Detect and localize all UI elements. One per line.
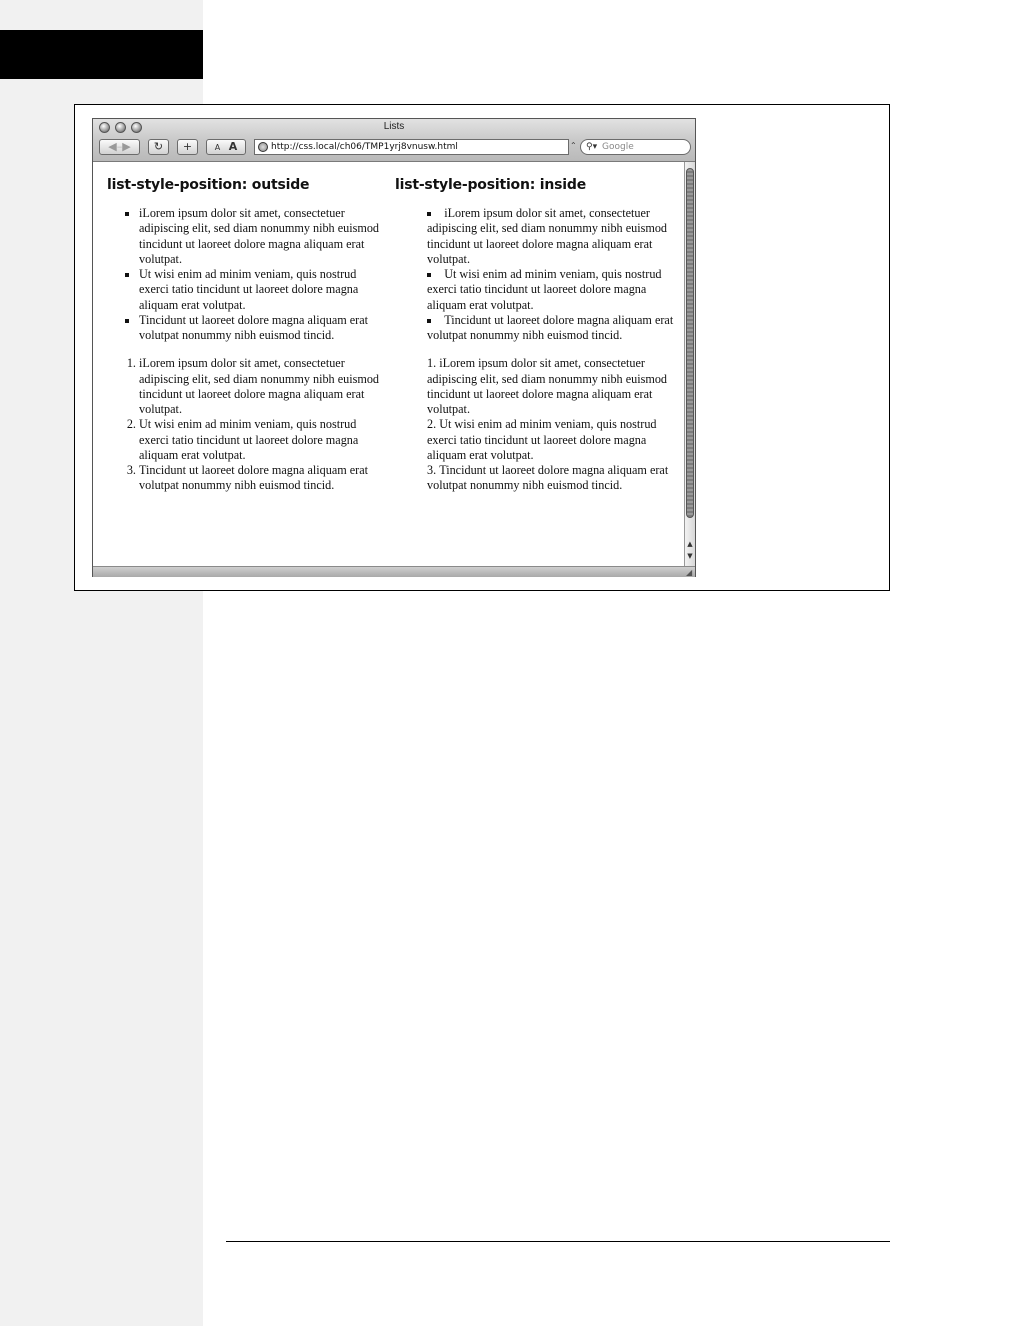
browser-chrome (93, 119, 695, 162)
list-item: ▪ Tincidunt ut laoreet dolore magna aliquam erat volutpat nonummy nibh euismod tincid. (427, 313, 680, 344)
forward-arrow-icon[interactable]: ▶ (122, 140, 131, 153)
scroll-up-icon[interactable]: ▲ (687, 540, 693, 548)
add-bookmark-button[interactable]: + (177, 139, 198, 155)
back-arrow-icon[interactable]: ◀ (108, 140, 117, 153)
list-item: 2. Ut wisi enim ad minim veniam, quis nostrud exerci tatio tincidunt ut laoreet dolore magna aliquam erat volutpat. (427, 417, 680, 463)
status-bar (93, 566, 695, 577)
outside-heading: list-style-position: outside (107, 177, 310, 193)
search-placeholder: Google (602, 142, 634, 152)
chapter-tab (0, 30, 203, 79)
scrollbar-thumb[interactable] (686, 168, 694, 518)
resize-grip-icon[interactable]: ◢ (686, 568, 693, 577)
browser-window (92, 118, 696, 577)
list-item: 1. iLorem ipsum dolor sit amet, consectetuer adipiscing elit, sed diam nonummy nibh euismod tincidunt ut laoreet dolore magna aliquam erat volutpat. (139, 356, 392, 417)
inside-column (395, 162, 680, 494)
text-size-buttons[interactable] (206, 139, 246, 155)
inside-heading: list-style-position: inside (395, 177, 587, 193)
list-item: ▪ Ut wisi enim ad minim veniam, quis nostrud exerci tatio tincidunt ut laoreet dolore magna aliquam erat volutpat. (427, 267, 680, 313)
list-item: ▪ Tincidunt ut laoreet dolore magna aliquam erat volutpat nonummy nibh euismod tincid. (139, 313, 392, 344)
footer-rule (226, 1241, 890, 1242)
list-item: 3. Tincidunt ut laoreet dolore magna aliquam erat volutpat nonummy nibh euismod tincid. (427, 463, 680, 494)
address-bar[interactable] (254, 139, 569, 155)
list-item: ▪ Ut wisi enim ad minim veniam, quis nostrud exerci tatio tincidunt ut laoreet dolore magna aliquam erat volutpat. (139, 267, 392, 313)
search-icon[interactable]: ⚲▾ (586, 142, 598, 152)
list-item: 2. Ut wisi enim ad minim veniam, quis nostrud exerci tatio tincidunt ut laoreet dolore magna aliquam erat volutpat. (139, 417, 392, 463)
text-bigger-button[interactable]: A (228, 140, 238, 153)
inside-bullet-list (395, 206, 680, 343)
outside-numbered-list (107, 356, 392, 493)
scroll-down-icon[interactable]: ▼ (687, 552, 693, 560)
vertical-scrollbar[interactable] (684, 162, 695, 566)
page-content (93, 162, 683, 566)
list-item: 3. Tincidunt ut laoreet dolore magna aliquam erat volutpat nonummy nibh euismod tincid. (139, 463, 392, 494)
search-field[interactable] (580, 139, 691, 155)
back-forward-buttons[interactable]: ◀–▶ (99, 139, 140, 155)
inside-numbered-list (395, 356, 680, 493)
list-item: ▪ iLorem ipsum dolor sit amet, consectetuer adipiscing elit, sed diam nonummy nibh euismod tincidunt ut laoreet dolore magna aliquam erat volutpat. (139, 206, 392, 267)
reload-button[interactable]: ↻ (148, 139, 169, 155)
list-item: 1. iLorem ipsum dolor sit amet, consectetuer adipiscing elit, sed diam nonummy nibh euismod tincidunt ut laoreet dolore magna aliquam erat volutpat. (427, 356, 680, 417)
text-smaller-button[interactable]: A (214, 143, 221, 152)
address-dropdown-icon[interactable]: ⌃ (570, 141, 577, 150)
window-title: Lists (383, 121, 405, 132)
list-item: ▪ iLorem ipsum dolor sit amet, consectetuer adipiscing elit, sed diam nonummy nibh euismod tincidunt ut laoreet dolore magna aliquam erat volutpat. (427, 206, 680, 267)
address-text[interactable]: http://css.local/ch06/TMP1yrj8vnusw.html (271, 142, 458, 152)
globe-icon (258, 142, 268, 152)
outside-bullet-list (107, 206, 392, 343)
outside-column (107, 162, 392, 494)
